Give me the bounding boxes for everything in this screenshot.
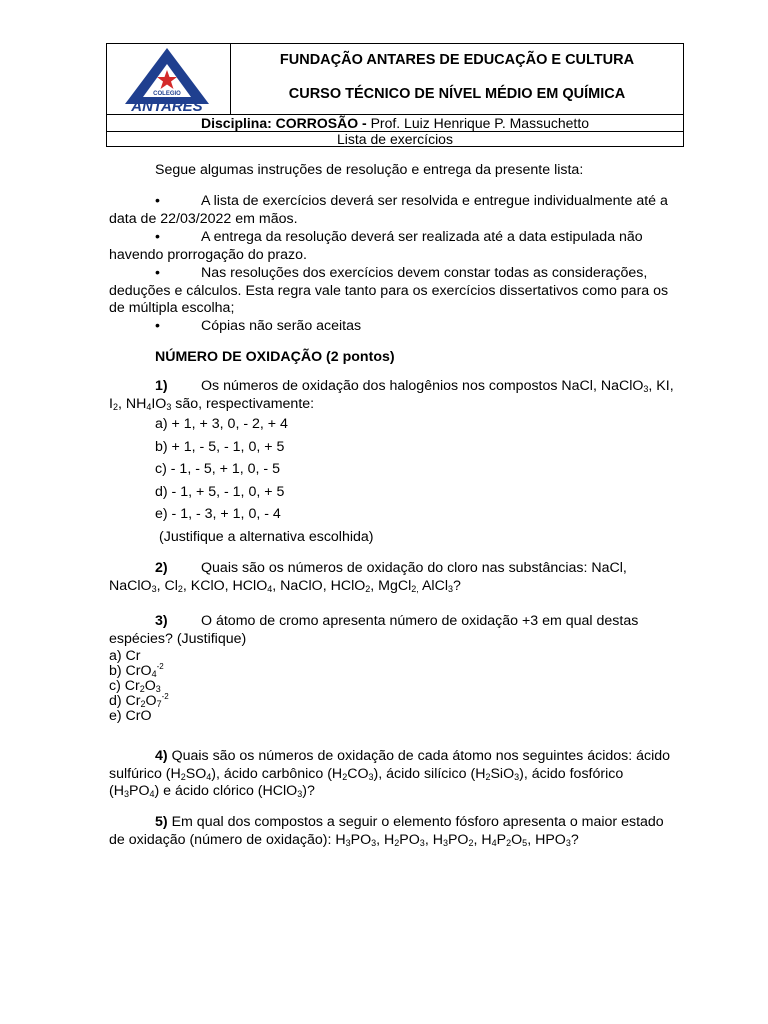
discipline-row [107,114,683,131]
option-list: a) Cr b) CrO$_4^{-2}$ c) $Cr_2O_3$ d) $Cr_2O_7^{-2}$ e) CrO [109,648,169,724]
svg-text:COLEGIO: COLEGIO [153,91,181,97]
option: a) + 1, + 3, 0, - 2, + 4 [155,416,288,432]
section-title: NÚMERO DE OXIDAÇÃO (2 pontos) [155,349,395,365]
question-1: 1) Os números de oxidação dos halogênios nos compostos NaCl, NaClO$_3$, KI, $I_2$, $NH_4IO_3$ são, respectivamente: [109,378,674,412]
option: b) + 1, - 5, - 1, 0, + 5 [155,439,285,455]
professor-name: Prof. Luiz Henrique P. Massuchetto [370,115,589,131]
question-number: 2) [155,560,168,576]
course-name: CURSO TÉCNICO DE NÍVEL MÉDIO EM QUÍMICA [288,86,626,102]
list-item: • Cópias não serão aceitas [155,318,362,334]
header-table [106,43,684,147]
discipline-label: Disciplina: CORROSÃO - [201,115,371,131]
question-5: 5) Em qual dos compostos a seguir o elemento fósforo apresenta o maior estado de oxidação (número de oxidação): $H_3PO_3$, $H_2PO_3$, $H_3PO_2$, $H_4P_2O_5$, $HPO_3$? [109,814,664,848]
question-3: 3) O átomo de cromo apresenta número de oxidação +3 em qual destas espécies? (Justifique) [109,613,639,647]
question-4: 4) Quais são os números de oxidação de cada átomo nos seguintes ácidos: ácido sulfúrico $(H_2SO_4)$, ácido carbônico $(H_2CO_3)$, ácido silícico $(H_2SiO_3)$, ácido fosfórico $(H_3PO_4)$ e ácido clórico (HClO$_3$)? [109,748,671,799]
justify-note: (Justifique a alternativa escolhida) [159,529,374,545]
institution-name: FUNDAÇÃO ANTARES DE EDUCAÇÃO E CULTURA [279,52,635,68]
question-number: 5) [155,814,168,830]
svg-text:ANTARES: ANTARES [131,98,203,114]
option: e) - 1, - 3, + 1, 0, - 4 [155,506,281,522]
list-title: Lista de exercícios [107,131,683,147]
bullet-icon: • [155,229,160,245]
logo-cell [107,44,231,114]
list-item: • Nas resoluções dos exercícios devem constar todas as considerações, deduções e cálculos. Esta regra vale tanto para os exercícios dissertativos como para os de múltipla escolha; [109,265,669,316]
list-item: • A entrega da resolução deverá ser realizada até a data estipulada não havendo prorrogação do prazo. [109,229,643,263]
question-number: 3) [155,613,168,629]
bullet-icon: • [155,265,160,281]
question-number: 4) [155,748,168,764]
title-cell [231,44,683,114]
intro-text: Segue algumas instruções de resolução e entrega da presente lista: [155,162,584,178]
question-number: 1) [155,378,168,394]
bullet-icon: • [155,318,160,334]
option: c) - 1, - 5, + 1, 0, - 5 [155,461,280,477]
school-logo [107,44,229,114]
question-2: 2) Quais são os números de oxidação do cloro nas substâncias: NaCl, NaClO$_3$, $Cl_2$, KClO, HClO$_4$, NaClO, HClO$_2$, MgCl$_{2,}$ AlCl$_3$? [109,560,627,594]
option: d) - 1, + 5, - 1, 0, + 5 [155,484,285,500]
bullet-icon: • [155,193,160,209]
list-item: • A lista de exercícios deverá ser resolvida e entregue individualmente até a data de 22/03/2022 em mãos. [109,193,668,227]
